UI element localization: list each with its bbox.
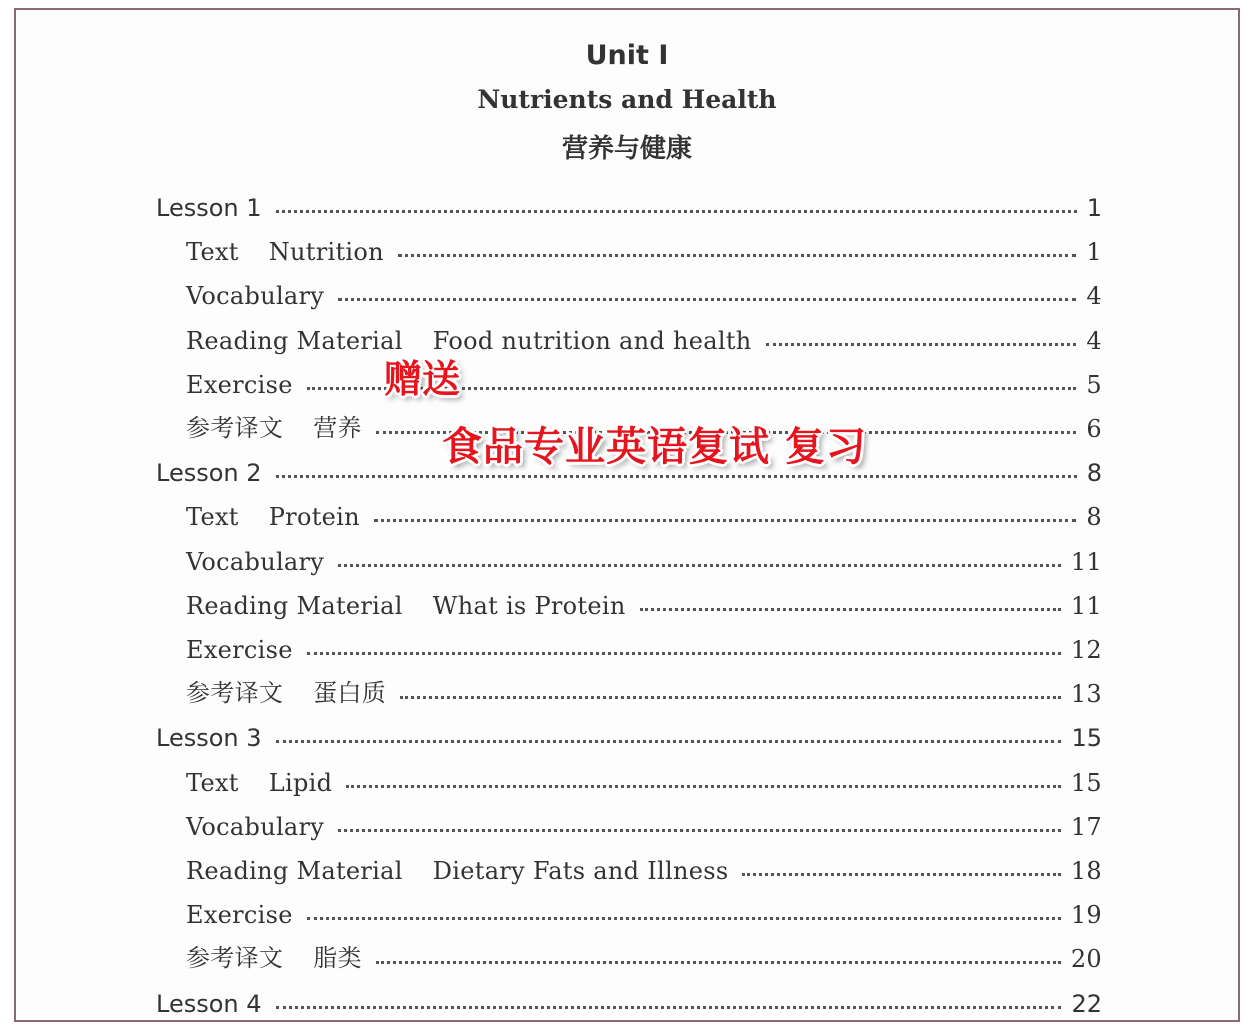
toc-lesson-row [156,186,1102,222]
toc-leader-dots [374,519,1077,522]
toc-page-number: 1 [1086,238,1102,267]
toc-entry-subtitle: 脂类 [313,944,362,973]
toc-entry-label [186,327,752,355]
toc-leader-dots [742,873,1060,876]
toc-entry-row [186,230,1102,266]
toc-entry-row [186,672,1102,708]
toc-leader-dots [276,1006,1062,1009]
toc-page-number: 19 [1070,901,1102,930]
toc-page-number: 15 [1071,724,1102,753]
toc-entry-title: Reading Material [186,326,403,355]
toc-entry-label [186,901,293,929]
toc-entry-title: Exercise [186,901,293,930]
toc-entry-label [186,548,324,576]
toc-entry-label [186,857,728,885]
toc-page-number: 8 [1086,459,1102,488]
toc-lesson-row [156,716,1102,752]
unit-title: Nutrients and Health [477,85,777,114]
toc-entry-title: Lesson 4 [156,989,262,1018]
toc-leader-dots [640,608,1061,611]
overlay-gift-text: 赠送 [384,357,461,401]
toc-page-number: 11 [1070,547,1102,576]
toc-entry-subtitle: 营养 [313,414,362,442]
toc-entry-title: Text [186,238,239,267]
toc-page-number: 22 [1071,989,1102,1018]
toc-entry-subtitle: Protein [268,503,360,532]
toc-entry-row [186,937,1102,973]
toc-entry-label [186,592,626,620]
table-of-contents [16,10,1238,1020]
toc-page-number: 8 [1086,503,1102,532]
toc-entry-subtitle: Nutrition [268,238,384,267]
toc-entry-title: 参考译文 [186,414,284,442]
toc-entry-title: Reading Material [186,857,403,885]
toc-entry-title: Lesson 2 [156,459,262,488]
toc-entry-title: Text [186,768,239,797]
toc-page-number: 13 [1070,680,1102,709]
toc-leader-dots [276,475,1077,478]
toc-entry-label [186,938,362,973]
toc-entry-row [186,628,1102,664]
toc-entry-row [186,849,1102,885]
toc-entry-title: Text [186,503,239,532]
toc-entry-row [186,805,1102,841]
toc-leader-dots [346,785,1061,788]
toc-leader-dots [398,254,1077,257]
toc-lesson-row [156,982,1102,1018]
toc-entry-row [186,761,1102,797]
toc-leader-dots [376,961,1061,964]
unit-heading: Unit Ⅰ [585,40,669,71]
toc-leader-dots [307,917,1061,920]
toc-entry-title: Exercise [186,636,293,664]
toc-entry-title: 参考译文 [186,679,284,708]
toc-entry-label [186,636,293,664]
toc-entry-subtitle: Dietary Fats and Illness [432,857,729,885]
toc-entry-title: 参考译文 [186,944,284,973]
toc-page-number: 12 [1070,636,1102,664]
document-page [14,8,1240,1022]
toc-page-number: 4 [1086,282,1102,311]
toc-page-number: 15 [1070,768,1102,797]
toc-entry-title: Reading Material [186,591,403,620]
toc-entry-label [186,408,362,443]
toc-entry-title: Lesson 3 [156,724,262,753]
toc-entry-row [186,319,1102,355]
toc-entry-row [186,893,1102,929]
toc-entry-row [186,495,1102,531]
toc-page-number: 4 [1086,326,1102,355]
toc-page-number: 17 [1070,812,1102,841]
toc-page-number: 1 [1086,194,1102,222]
toc-entry-subtitle: 蛋白质 [313,679,387,708]
toc-entry-label [186,238,384,266]
toc-entry-label [156,459,262,487]
toc-entry-label [186,813,324,841]
toc-entry-subtitle: Lipid [268,768,333,797]
toc-entry-subtitle: What is Protein [432,591,626,620]
toc-entry-label [186,503,360,531]
toc-page-number: 6 [1086,415,1102,443]
toc-leader-dots [766,343,1077,346]
toc-entry-label [186,371,293,399]
toc-entry-row [186,274,1102,310]
toc-entry-label [156,990,262,1018]
toc-page-number: 11 [1070,591,1102,620]
toc-leader-dots [338,298,1076,301]
toc-entry-row [186,540,1102,576]
toc-page-number: 18 [1070,857,1102,885]
toc-leader-dots [276,210,1077,213]
toc-leader-dots [400,696,1061,699]
toc-entry-title: Vocabulary [186,547,325,576]
toc-entry-label [156,724,262,752]
toc-entry-label [186,673,386,708]
toc-entry-row [186,584,1102,620]
toc-entry-label [186,769,332,797]
toc-leader-dots [338,829,1061,832]
toc-page-number: 5 [1086,370,1102,399]
toc-entry-label [156,194,262,222]
toc-leader-dots [276,740,1062,743]
toc-entry-title: Lesson 1 [156,194,262,222]
toc-entry-title: Exercise [186,370,293,399]
toc-page-number: 20 [1070,945,1102,974]
toc-entry-subtitle: Food nutrition and health [432,326,752,355]
overlay-promo-text: 食品专业英语复试 复习 [442,424,867,470]
toc-entry-label [186,282,324,310]
toc-entry-row [186,363,1102,399]
unit-title-chinese: 营养与健康 [561,134,692,164]
toc-leader-dots [338,564,1061,567]
toc-entry-title: Vocabulary [186,812,325,841]
toc-entry-title: Vocabulary [186,282,325,311]
toc-leader-dots [307,652,1061,655]
